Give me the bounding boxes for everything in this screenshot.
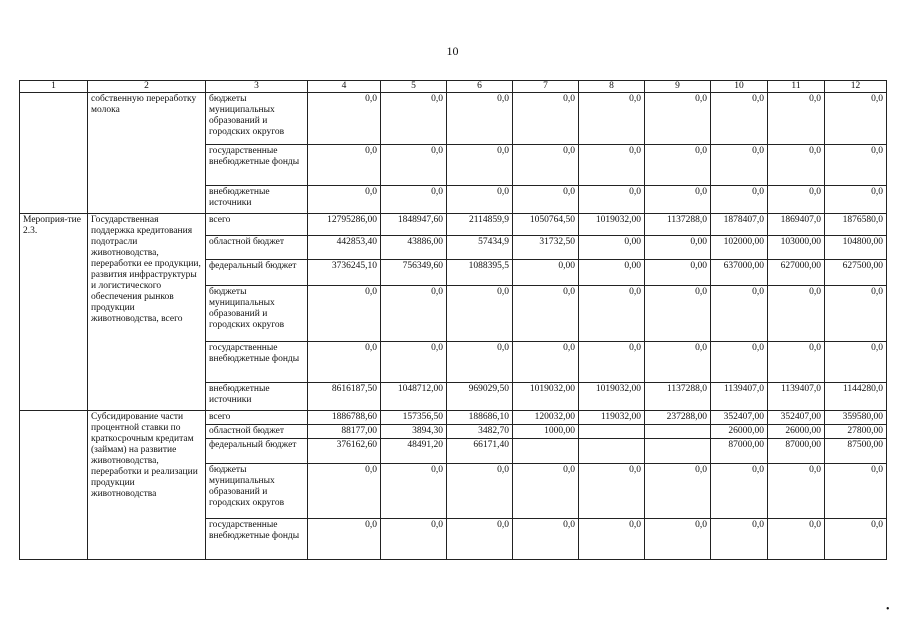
table-body (20, 93, 887, 560)
column-header: 4 (308, 81, 381, 93)
column-header: 5 (381, 81, 447, 93)
value-cell: 0,0 (381, 145, 447, 186)
column-header: 11 (768, 81, 825, 93)
value-cell: 0,0 (308, 286, 381, 342)
budget-table (19, 80, 887, 560)
funding-source-cell: всего (206, 214, 308, 236)
value-cell: 0,0 (645, 145, 711, 186)
value-cell: 27800,00 (825, 425, 887, 439)
value-cell: 0,0 (447, 464, 513, 519)
value-cell: 1137288,0 (645, 383, 711, 411)
column-header: 8 (579, 81, 645, 93)
value-cell: 0,0 (711, 286, 768, 342)
value-cell: 48491,20 (381, 439, 447, 464)
value-cell: 120032,00 (513, 411, 579, 425)
value-cell: 0,0 (579, 464, 645, 519)
value-cell: 0,0 (768, 186, 825, 214)
value-cell: 0,0 (711, 93, 768, 145)
value-cell: 0,0 (308, 464, 381, 519)
funding-source-cell: государственные внебюджетные фонды (206, 342, 308, 383)
value-cell: 1876580,0 (825, 214, 887, 236)
value-cell: 0,0 (768, 145, 825, 186)
value-cell: 0,0 (513, 464, 579, 519)
value-cell: 0,0 (768, 93, 825, 145)
value-cell: 1139407,0 (711, 383, 768, 411)
value-cell: 0,0 (711, 145, 768, 186)
value-cell: 0,0 (308, 519, 381, 560)
value-cell: 0,0 (825, 93, 887, 145)
value-cell: 359580,00 (825, 411, 887, 425)
value-cell: 237288,00 (645, 411, 711, 425)
value-cell: 3894,30 (381, 425, 447, 439)
value-cell: 87000,00 (711, 439, 768, 464)
value-cell: 1088395,5 (447, 260, 513, 286)
page-mark: • (886, 604, 890, 615)
value-cell: 0,0 (447, 519, 513, 560)
value-cell: 0,0 (579, 342, 645, 383)
value-cell: 103000,00 (768, 236, 825, 260)
funding-source-cell: бюджеты муниципальных образований и городских округов (206, 93, 308, 145)
value-cell: 0,0 (579, 519, 645, 560)
value-cell: 1139407,0 (768, 383, 825, 411)
value-cell: 0,0 (825, 519, 887, 560)
value-cell: 1144280,0 (825, 383, 887, 411)
funding-source-cell: внебюджетные источники (206, 186, 308, 214)
value-cell: 119032,00 (579, 411, 645, 425)
value-cell: 0,0 (308, 93, 381, 145)
value-cell: 0,0 (768, 286, 825, 342)
funding-source-cell: внебюджетные источники (206, 383, 308, 411)
value-cell: 0,0 (645, 186, 711, 214)
value-cell (645, 425, 711, 439)
value-cell: 0,0 (381, 186, 447, 214)
value-cell: 0,0 (513, 519, 579, 560)
value-cell: 0,0 (308, 145, 381, 186)
value-cell: 0,0 (825, 464, 887, 519)
value-cell: 57434,9 (447, 236, 513, 260)
value-cell: 0,0 (513, 342, 579, 383)
value-cell: 352407,00 (711, 411, 768, 425)
value-cell (579, 439, 645, 464)
value-cell: 0,0 (513, 145, 579, 186)
value-cell: 0,0 (645, 464, 711, 519)
funding-source-cell: областной бюджет (206, 425, 308, 439)
value-cell: 0,0 (711, 342, 768, 383)
header-row (20, 81, 887, 93)
value-cell: 0,00 (579, 236, 645, 260)
column-header: 2 (88, 81, 206, 93)
value-cell: 0,0 (447, 145, 513, 186)
value-cell: 1048712,00 (381, 383, 447, 411)
column-header: 7 (513, 81, 579, 93)
value-cell: 1019032,00 (579, 383, 645, 411)
value-cell: 157356,50 (381, 411, 447, 425)
value-cell: 2114859,9 (447, 214, 513, 236)
value-cell: 104800,00 (825, 236, 887, 260)
value-cell: 0,0 (513, 286, 579, 342)
value-cell: 0,0 (579, 286, 645, 342)
value-cell: 26000,00 (768, 425, 825, 439)
event-name-cell: собственную переработку молока (88, 93, 206, 214)
value-cell: 0,0 (381, 464, 447, 519)
funding-source-cell: федеральный бюджет (206, 439, 308, 464)
value-cell: 1050764,50 (513, 214, 579, 236)
table-row (20, 411, 887, 425)
value-cell: 1848947,60 (381, 214, 447, 236)
value-cell: 87500,00 (825, 439, 887, 464)
value-cell: 637000,00 (711, 260, 768, 286)
value-cell: 0,0 (308, 342, 381, 383)
funding-source-cell: государственные внебюджетные фонды (206, 519, 308, 560)
value-cell: 0,00 (645, 236, 711, 260)
value-cell: 0,0 (768, 464, 825, 519)
value-cell: 0,0 (825, 286, 887, 342)
value-cell: 0,0 (513, 186, 579, 214)
value-cell: 1869407,0 (768, 214, 825, 236)
value-cell: 0,0 (308, 186, 381, 214)
value-cell: 1000,00 (513, 425, 579, 439)
value-cell: 627500,00 (825, 260, 887, 286)
value-cell: 0,0 (381, 93, 447, 145)
value-cell: 8616187,50 (308, 383, 381, 411)
value-cell: 0,0 (447, 342, 513, 383)
table-row (20, 93, 887, 145)
value-cell: 3482,70 (447, 425, 513, 439)
value-cell: 43886,00 (381, 236, 447, 260)
value-cell (645, 439, 711, 464)
value-cell: 87000,00 (768, 439, 825, 464)
value-cell (513, 439, 579, 464)
value-cell: 12795286,00 (308, 214, 381, 236)
value-cell: 0,0 (825, 186, 887, 214)
value-cell: 0,0 (645, 342, 711, 383)
value-cell: 31732,50 (513, 236, 579, 260)
value-cell: 0,0 (579, 93, 645, 145)
value-cell: 66171,40 (447, 439, 513, 464)
value-cell: 3736245,10 (308, 260, 381, 286)
value-cell: 1878407,0 (711, 214, 768, 236)
value-cell: 1019032,00 (579, 214, 645, 236)
value-cell: 0,00 (645, 260, 711, 286)
value-cell: 0,0 (447, 286, 513, 342)
value-cell: 0,0 (447, 186, 513, 214)
value-cell: 26000,00 (711, 425, 768, 439)
funding-source-cell: областной бюджет (206, 236, 308, 260)
value-cell: 0,0 (711, 519, 768, 560)
value-cell: 1137288,0 (645, 214, 711, 236)
value-cell: 1019032,00 (513, 383, 579, 411)
funding-source-cell: всего (206, 411, 308, 425)
column-header: 1 (20, 81, 88, 93)
value-cell: 102000,00 (711, 236, 768, 260)
page-number: 10 (446, 44, 459, 58)
value-cell: 0,0 (825, 342, 887, 383)
funding-source-cell: федеральный бюджет (206, 260, 308, 286)
value-cell: 0,0 (711, 464, 768, 519)
column-header: 6 (447, 81, 513, 93)
value-cell: 376162,60 (308, 439, 381, 464)
value-cell: 0,0 (381, 286, 447, 342)
event-cell: Мероприя-тие 2.3. (20, 214, 88, 411)
value-cell: 0,0 (645, 93, 711, 145)
value-cell: 0,0 (645, 519, 711, 560)
value-cell: 0,00 (513, 260, 579, 286)
table-row (20, 214, 887, 236)
funding-source-cell: бюджеты муниципальных образований и городских округов (206, 464, 308, 519)
value-cell (579, 425, 645, 439)
event-name-cell: Государственная поддержка кредитования подотрасли животноводства, переработки ее продукции, развития инфраструктуры и логистического обеспечения рынков продукции животноводства, всего (88, 214, 206, 411)
value-cell: 627000,00 (768, 260, 825, 286)
value-cell: 188686,10 (447, 411, 513, 425)
value-cell: 0,0 (711, 186, 768, 214)
event-cell (20, 93, 88, 214)
funding-source-cell: бюджеты муниципальных образований и городских округов (206, 286, 308, 342)
value-cell: 0,0 (768, 519, 825, 560)
value-cell: 0,0 (381, 342, 447, 383)
value-cell: 442853,40 (308, 236, 381, 260)
value-cell: 0,0 (768, 342, 825, 383)
value-cell: 0,0 (513, 93, 579, 145)
event-cell (20, 411, 88, 560)
value-cell: 0,0 (645, 286, 711, 342)
funding-source-cell: государственные внебюджетные фонды (206, 145, 308, 186)
value-cell: 352407,00 (768, 411, 825, 425)
value-cell: 1886788,60 (308, 411, 381, 425)
value-cell: 0,0 (381, 519, 447, 560)
column-header: 10 (711, 81, 768, 93)
column-header: 3 (206, 81, 308, 93)
value-cell: 88177,00 (308, 425, 381, 439)
event-name-cell: Субсидирование части процентной ставки по краткосрочным кредитам (займам) на развитие животноводства, переработки и реализации продукции животноводства (88, 411, 206, 560)
value-cell: 0,0 (825, 145, 887, 186)
value-cell: 0,0 (579, 145, 645, 186)
column-header: 9 (645, 81, 711, 93)
value-cell: 0,0 (447, 93, 513, 145)
value-cell: 0,00 (579, 260, 645, 286)
value-cell: 756349,60 (381, 260, 447, 286)
column-header: 12 (825, 81, 887, 93)
value-cell: 969029,50 (447, 383, 513, 411)
value-cell: 0,0 (579, 186, 645, 214)
